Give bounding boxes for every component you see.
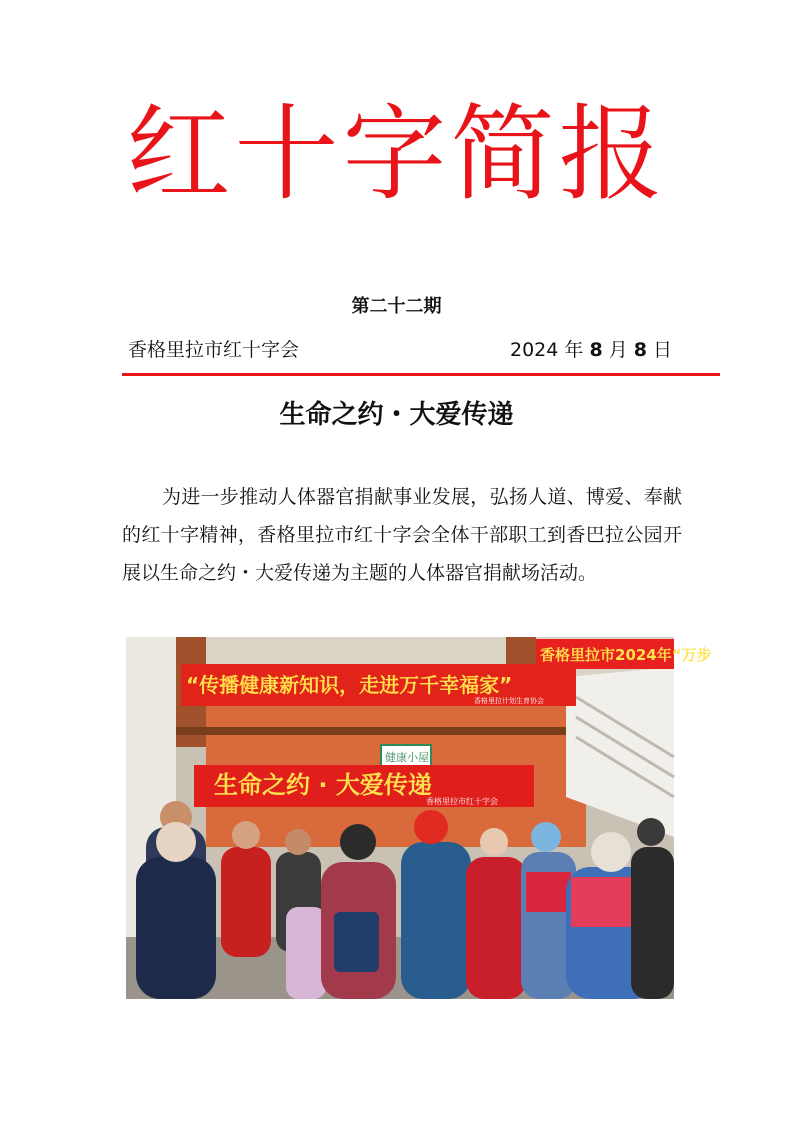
article-body: 为进一步推动人体器官捐献事业发展，弘扬人道、博爱、奉献的红十字精神，香格里拉市红十字会全体干部职工到香巴拉公园开展以生命之约・大爱传递为主题的人体器官捐献场活动。 (122, 486, 682, 584)
header-divider (122, 373, 720, 376)
date-month-suffix: 月 (602, 339, 634, 361)
masthead-title: 红十字简报 (126, 93, 667, 215)
article-headline: 生命之约・大爱传递 (279, 400, 514, 430)
issue-number: 第二十二期 (351, 296, 442, 317)
event-photo-svg (126, 637, 712, 999)
date-year-suffix: 年 (558, 339, 590, 361)
banner-top-subtext: 香格里拉计划生育协会 (474, 697, 544, 705)
issuing-organization: 香格里拉市红十字会 (128, 339, 300, 361)
date-year: 2024 (510, 339, 559, 361)
banner-top-text: “传播健康新知识，走进万千幸福家” (186, 673, 513, 697)
date-day: 8 (633, 339, 648, 361)
sign-text: 健康小屋 (385, 751, 429, 764)
banner-right-text: 香格里拉市2024年“万步 (540, 646, 712, 664)
issue-date (510, 335, 672, 362)
event-photo (126, 637, 712, 999)
banner-main-text: 生命之约 · 大爱传递 (214, 771, 432, 799)
date-month: 8 (589, 339, 603, 361)
date-day-suffix: 日 (647, 339, 673, 361)
banner-main-subtext: 香格里拉市红十字会 (426, 797, 498, 806)
